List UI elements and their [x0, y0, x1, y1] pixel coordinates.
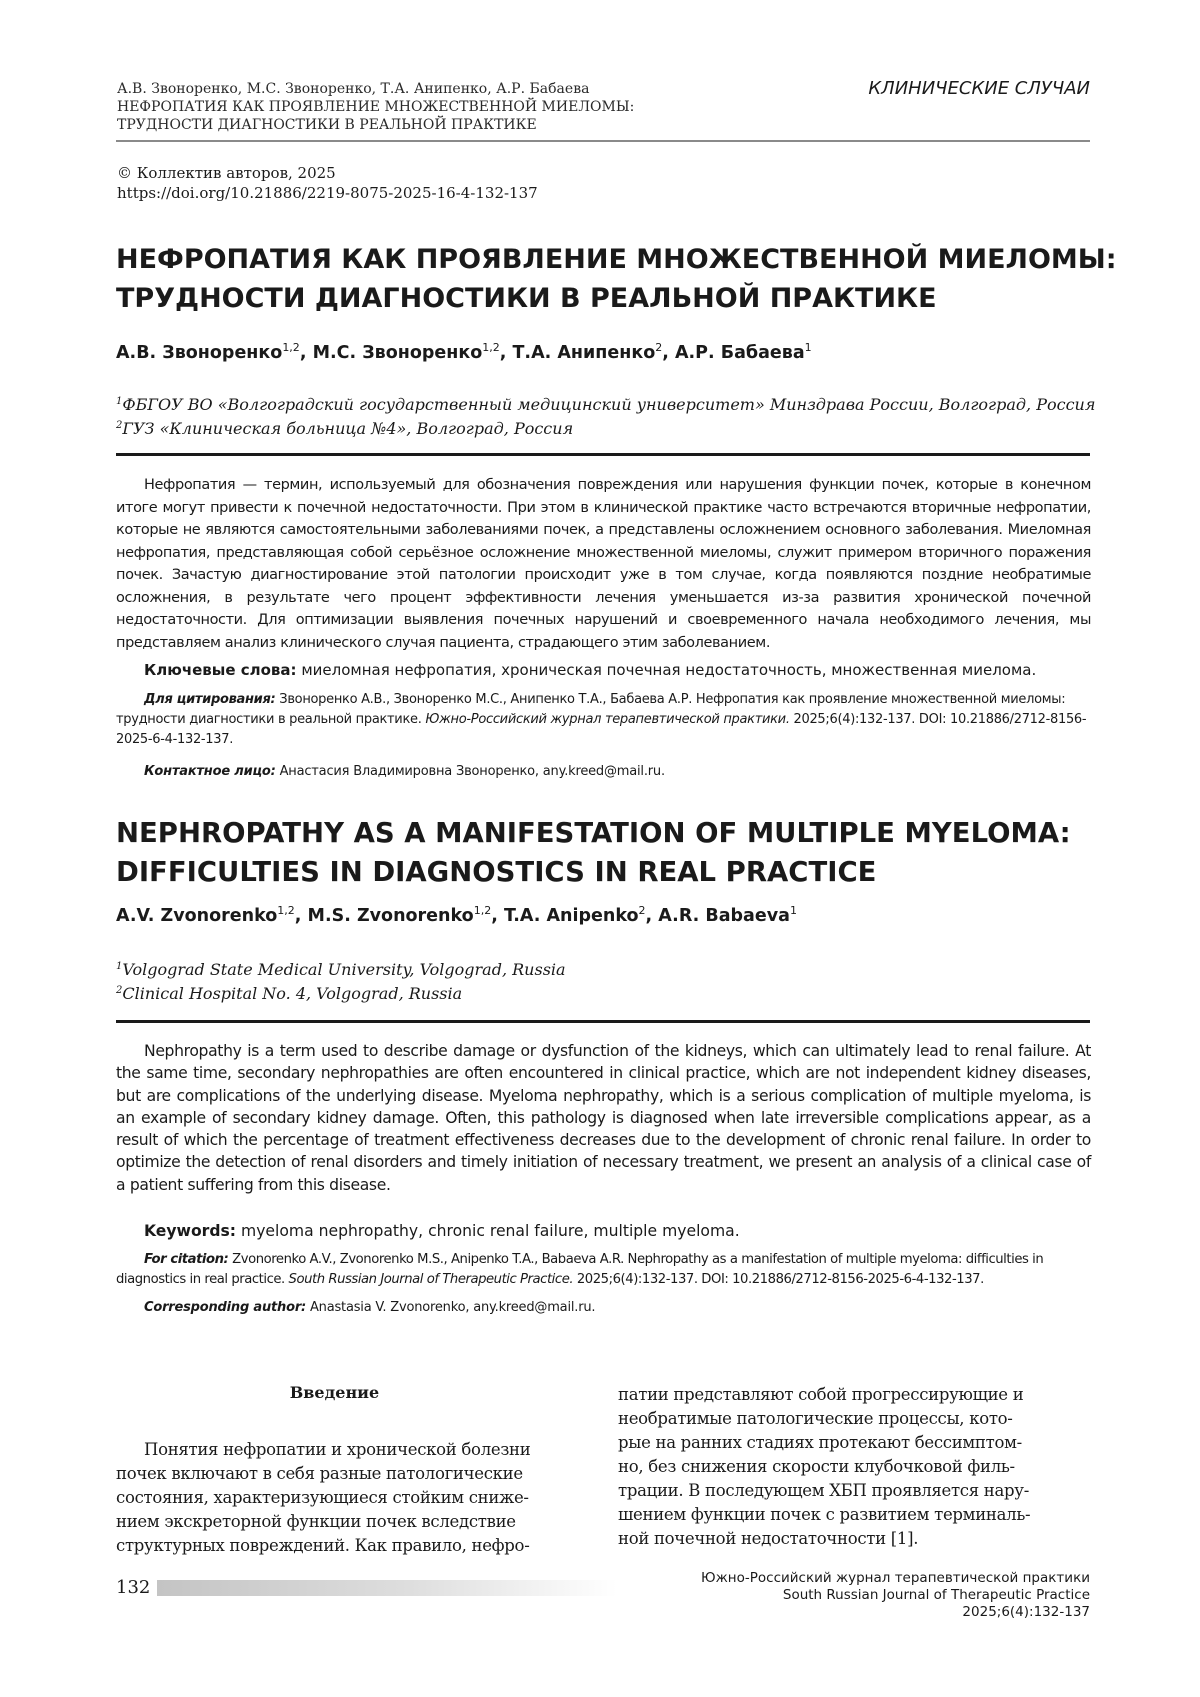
- author-name: T.A. Anipenko: [503, 906, 639, 926]
- author-affil-sup: 1: [789, 904, 797, 917]
- affiliation-number: 1: [116, 396, 123, 407]
- citation-text: Zvonorenko A.V., Zvonorenko M.S., Anipenko T.A., Babaeva A.R. Nephropathy as a manifestation of multiple myeloma: difficulties in diagnostics in real practice.: [116, 1252, 1044, 1287]
- footer-issue: 2025;6(4):132-137: [962, 1604, 1090, 1620]
- affiliation-ru-1: [116, 393, 1095, 417]
- header-divider: [116, 140, 1090, 142]
- affiliation-number: 2: [116, 420, 123, 431]
- author-name: А.В. Звоноренко: [116, 343, 283, 363]
- author-name: A.V. Zvonorenko: [116, 906, 278, 926]
- body-line: шением функции почек с развитием терминаль-: [618, 1505, 1031, 1524]
- article-title-en-line1: NEPHROPATHY AS A MANIFESTATION OF MULTIPLE MYELOMA:: [116, 817, 1071, 849]
- keywords-text: миеломная нефропатия, хроническая почечная недостаточность, множественная миелома.: [301, 661, 1037, 679]
- author-name: M.S. Zvonorenko: [307, 906, 474, 926]
- author-separator: ,: [491, 906, 504, 926]
- contact-label: Corresponding author:: [144, 1300, 307, 1315]
- contact-en: [144, 1298, 595, 1318]
- body-line: структурных повреждений. Как правило, нефро-: [116, 1536, 530, 1555]
- affiliation-text: ГУЗ «Клиническая больница №4», Волгоград, Россия: [122, 419, 574, 438]
- affiliation-number: 1: [116, 961, 123, 972]
- contact-text: Anastasia V. Zvonorenko, any.kreed@mail.ru.: [309, 1300, 596, 1315]
- author-affil-sup: 1,2: [473, 904, 492, 917]
- affiliation-text: ФБГОУ ВО «Волгоградский государственный медицинский университет» Минздрава России, Волгоград, Россия: [122, 395, 1096, 414]
- author-separator: ,: [662, 343, 675, 363]
- footer-journal-info: [701, 1570, 1090, 1621]
- body-line: нием экскреторной функции почек вследствие: [116, 1512, 516, 1531]
- author-affil-sup: 2: [638, 904, 646, 917]
- author-name: А.Р. Бабаева: [674, 343, 805, 363]
- citation-ru: [116, 690, 1091, 750]
- body-line: необратимые патологические процессы, кото-: [618, 1409, 1013, 1428]
- author-name: Т.А. Анипенко: [512, 343, 656, 363]
- author-separator: ,: [299, 343, 313, 363]
- abstract-en: Nephropathy is a term used to describe damage or dysfunction of the kidneys, which can ultimately lead to renal failure. At the same time, secondary nephropathies are often encountered in clinical practice, which are not independent kidney diseases, but are complications of the underlying disease. Myeloma nephropathy, which is a serious complication of multiple myeloma, is an example of secondary kidney damage. Often, this pathology is diagnosed when late irreversible complications appear, as a result of which the percentage of treatment effectiveness decreases due to the development of chronic renal failure. In order to optimize the detection of renal disorders and timely initiation of necessary treatment, we present an analysis of a clinical case of a patient suffering from this disease.: [116, 1042, 1091, 1194]
- citation-tail: 2025;6(4):132-137. DOI: 10.21886/2712-8156-2025-6-4-132-137.: [116, 712, 1087, 747]
- article-title-ru-line2: ТРУДНОСТИ ДИАГНОСТИКИ В РЕАЛЬНОЙ ПРАКТИКЕ: [116, 283, 937, 314]
- affiliation-text: Clinical Hospital No. 4, Volgograd, Russia: [122, 984, 463, 1003]
- citation-label: Для цитирования:: [144, 692, 276, 707]
- contact-text: Анастасия Владимировна Звоноренко, any.kreed@mail.ru.: [279, 764, 665, 779]
- body-line: ной почечной недостаточности [1].: [618, 1529, 919, 1548]
- article-title-ru-line1: НЕФРОПАТИЯ КАК ПРОЯВЛЕНИЕ МНОЖЕСТВЕННОЙ МИЕЛОМЫ:: [116, 244, 1117, 275]
- keywords-ru: [144, 660, 1036, 680]
- author-affil-sup: 1,2: [482, 341, 500, 354]
- footer-journal-ru: Южно-Российский журнал терапевтической практики: [701, 1570, 1090, 1586]
- footer-journal-en: South Russian Journal of Therapeutic Practice: [782, 1587, 1090, 1603]
- body-column-right: [618, 1383, 1092, 1551]
- author-list-en: [116, 904, 797, 928]
- citation-tail: 2025;6(4):132-137. DOI: 10.21886/2712-8156-2025-6-4-132-137.: [576, 1272, 984, 1287]
- citation-en: [116, 1250, 1091, 1290]
- author-list-ru: [116, 341, 812, 365]
- author-affil-sup: 2: [655, 341, 663, 354]
- citation-text: Звоноренко А.В., Звоноренко М.С., Анипенко Т.А., Бабаева А.Р. Нефропатия как проявление множественной миеломы: трудности диагностики в реальной практике.: [116, 692, 1066, 727]
- abstract-divider-en: [116, 1020, 1090, 1023]
- author-separator: ,: [645, 906, 659, 926]
- affiliation-ru-2: [116, 417, 573, 441]
- body-line: но, без снижения скорости клубочковой филь-: [618, 1457, 1015, 1476]
- body-line: состояния, характеризующиеся стойким сниже-: [116, 1488, 529, 1507]
- author-name: М.С. Звоноренко: [312, 343, 483, 363]
- contact-ru: [144, 762, 665, 782]
- section-heading-introduction: Введение: [289, 1383, 380, 1402]
- running-header-authors: А.В. Звоноренко, М.С. Звоноренко, Т.А. Анипенко, А.Р. Бабаева: [117, 81, 590, 97]
- copyright-line: © Коллектив авторов, 2025: [117, 164, 336, 182]
- article-title-en-line2: DIFFICULTIES IN DIAGNOSTICS IN REAL PRACTICE: [116, 856, 877, 888]
- body-line: трации. В последующем ХБП проявляется нару-: [618, 1481, 1029, 1500]
- abstract-ru: Нефропатия — термин, используемый для обозначения повреждения или нарушения функции почек, которые в конечном итоге могут привести к почечной недостаточности. При этом в клинической практике часто встречаются вторичные нефропатии, которые не являются самостоятельными заболеваниями почек, а представлены осложнением основного заболевания. Миеломная нефропатия, представляющая собой серьёзное осложнение множественной миеломы, служит примером вторичного поражения почек. Зачастую диагностирование этой патологии происходит уже в том случае, когда появляются поздние необратимые осложнения, в результате чего процент эффективности лечения уменьшается из-за развития хронической почечной недостаточности. Для оптимизации выявления почечных нарушений и своевременного начала необходимого лечения, мы представляем анализ клинического случая пациента, страдающего этим заболеванием.: [116, 477, 1091, 651]
- affiliation-en-2: [116, 982, 462, 1006]
- running-header-title-line1: НЕФРОПАТИЯ КАК ПРОЯВЛЕНИЕ МНОЖЕСТВЕННОЙ МИЕЛОМЫ:: [117, 99, 635, 115]
- section-label: КЛИНИЧЕСКИЕ СЛУЧАИ: [868, 78, 1090, 99]
- author-separator: ,: [499, 343, 513, 363]
- footer-gradient-bar: [157, 1580, 617, 1596]
- body-line: патии представляют собой прогрессирующие и: [618, 1385, 1024, 1404]
- author-separator: ,: [294, 906, 308, 926]
- article-title-ru: [116, 240, 1117, 318]
- affiliation-en-1: [116, 958, 566, 982]
- body-column-left: [116, 1438, 553, 1558]
- author-affil-sup: 1,2: [277, 904, 295, 917]
- keywords-text: myeloma nephropathy, chronic renal failure, multiple myeloma.: [241, 1222, 740, 1240]
- author-affil-sup: 1,2: [282, 341, 300, 354]
- affiliation-number: 2: [116, 985, 123, 996]
- running-header-title-line2: ТРУДНОСТИ ДИАГНОСТИКИ В РЕАЛЬНОЙ ПРАКТИКЕ: [117, 117, 537, 133]
- keywords-label: Keywords:: [144, 1222, 237, 1240]
- keywords-label: Ключевые слова:: [144, 661, 297, 679]
- abstract-divider-ru: [116, 453, 1090, 456]
- affiliation-text: Volgograd State Medical University, Volgograd, Russia: [122, 960, 566, 979]
- contact-label: Контактное лицо:: [144, 764, 276, 779]
- citation-label: For citation:: [144, 1252, 229, 1267]
- body-line: Понятия нефропатии и хронической болезни: [144, 1440, 531, 1459]
- citation-journal: Южно-Российский журнал терапевтической практики.: [425, 712, 790, 727]
- body-line: рые на ранних стадиях протекают бессимптом-: [618, 1433, 1022, 1452]
- body-line: почек включают в себя разные патологические: [116, 1464, 523, 1483]
- article-title-en: [116, 814, 1096, 892]
- author-name: A.R. Babaeva: [658, 906, 790, 926]
- author-affil-sup: 1: [804, 341, 812, 354]
- doi-link[interactable]: https://doi.org/10.21886/2219-8075-2025-16-4-132-137: [117, 184, 538, 202]
- citation-journal: South Russian Journal of Therapeutic Practice.: [288, 1272, 574, 1287]
- page-number: 132: [116, 1577, 151, 1598]
- keywords-en: [144, 1221, 740, 1241]
